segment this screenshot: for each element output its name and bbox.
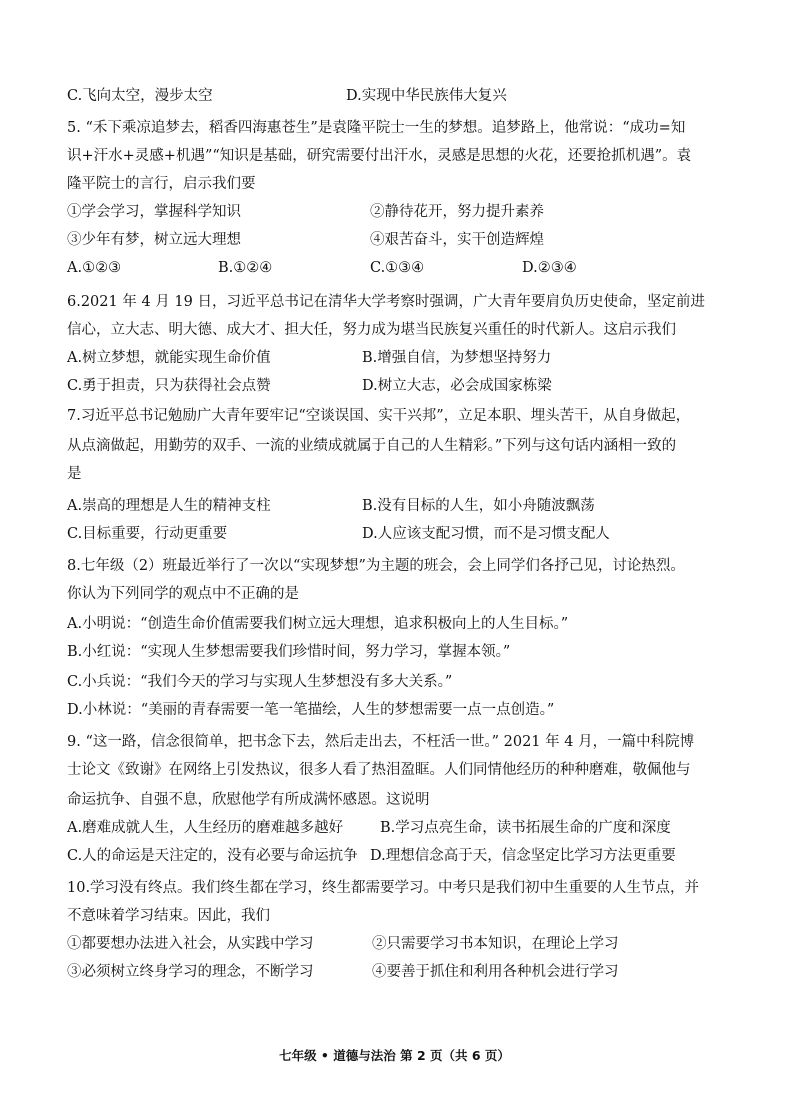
q7-option-c: C.目标重要，行动更重要 [67,526,228,542]
q6-option-a: A.树立梦想，就能实现生命价值 [67,350,271,366]
q6-option-c: C.勇于担责，只为获得社会点赞 [67,378,271,394]
q9-stem-line1: 9. “这一路，信念很简单，把书念下去，然后走出去，不枉活一世。” 2021 年 4 月，一篇中科院博 [67,734,695,750]
q4-option-c: C.飞向太空，漫步太空 [67,88,213,104]
q5-stem-line2: 识+汗水+灵感+机遇”“知识是基础，研究需要付出汗水，灵感是思想的火花，还要抢抓机遇”。袁 [67,148,692,164]
q8-stem-line2: 你认为下列同学的观点中不正确的是 [67,586,299,602]
q10-stem-line2: 不意味着学习结束。因此，我们 [67,908,270,924]
q7-stem-line2: 从点滴做起，用勤劳的双手、一流的业绩成就属于自己的人生精彩。”下列与这句话内涵相一致的 [67,438,677,454]
q5-statement-4: ④艰苦奋斗，实干创造辉煌 [370,232,544,248]
q8-option-a: A.小明说：“创造生命价值需要我们树立远大理想，追求积极向上的人生目标。” [67,616,569,632]
q9-option-a: A.磨难成就人生，人生经历的磨难越多越好 [67,820,344,836]
q9-option-c: C.人的命运是天注定的，没有必要与命运抗争 [67,848,358,864]
q9-stem-line2: 士论文《致谢》在网络上引发热议，很多人看了热泪盈眶。人们同情他经历的种种磨难，敬佩他与 [67,762,691,778]
q7-stem-line3: 是 [67,466,82,482]
q10-statement-3: ③必须树立终身学习的理念，不断学习 [67,964,314,980]
q10-stem-line1: 10.学习没有终点。我们终生都在学习，终生都需要学习。中考只是我们初中生重要的人生节点，并 [67,880,700,896]
q9-option-d: D.理想信念高于天，信念坚定比学习方法更重要 [370,848,676,864]
q6-stem-line2: 信心，立大志、明大德、成大才、担大任，努力成为堪当民族复兴重任的时代新人。这启示我们 [67,322,676,338]
q5-option-d: D.②③④ [522,260,577,276]
q5-statement-3: ③少年有梦，树立远大理想 [67,232,241,248]
q6-stem-line1: 6.2021 年 4 月 19 日，习近平总书记在清华大学考察时强调，广大青年要肩负历史使命，坚定前进 [67,294,705,310]
q6-option-b: B.增强自信，为梦想坚持努力 [362,350,552,366]
q8-option-b: B.小红说：“实现人生梦想需要我们珍惜时间，努力学习，掌握本领。” [67,644,511,660]
q10-statement-4: ④要善于抓住和利用各种机会进行学习 [372,964,619,980]
q4-option-d: D.实现中华民族伟大复兴 [346,88,507,104]
page-footer: 七年级 • 道德与法治 第 2 页（共 6 页） [279,1048,510,1063]
q10-statement-1: ①都要想办法进入社会，从实践中学习 [67,936,314,952]
q8-option-c: C.小兵说：“我们今天的学习与实现人生梦想没有多大关系。” [67,674,453,690]
q5-statement-1: ①学会学习，掌握科学知识 [67,204,241,220]
q7-option-d: D.人应该支配习惯，而不是习惯支配人 [362,526,610,542]
q8-option-d: D.小林说：“美丽的青春需要一笔一笔描绘，人生的梦想需要一点一点创造。” [67,702,555,718]
q5-option-b: B.①②④ [218,260,273,276]
q5-stem-line1: 5. “禾下乘凉追梦去，稻香四海惠苍生”是袁隆平院士一生的梦想。追梦路上，他常说：“成功=知 [67,120,686,136]
q10-statement-2: ②只需要学习书本知识，在理论上学习 [372,936,619,952]
q7-stem-line1: 7.习近平总书记勉励广大青年要牢记“空谈误国、实干兴邦”，立足本职、埋头苦干，从自身做起， [67,408,691,424]
q6-option-d: D.树立大志，必会成国家栋梁 [362,378,552,394]
q5-option-a: A.①②③ [67,260,122,276]
q7-option-b: B.没有目标的人生，如小舟随波飘荡 [362,498,595,514]
q5-statement-2: ②静待花开，努力提升素养 [370,204,544,220]
q9-option-b: B.学习点亮生命，读书拓展生命的广度和深度 [380,820,671,836]
q9-stem-line3: 命运抗争、自强不息，欣慰他学有所成满怀感恩。这说明 [67,792,430,808]
q5-option-c: C.①③④ [370,260,425,276]
q7-option-a: A.崇高的理想是人生的精神支柱 [67,498,271,514]
q5-stem-line3: 隆平院士的言行，启示我们要 [67,176,256,192]
q8-stem-line1: 8.七年级（2）班最近举行了一次以“实现梦想”为主题的班会，会上同学们各抒己见，讨论热烈。 [67,558,685,574]
